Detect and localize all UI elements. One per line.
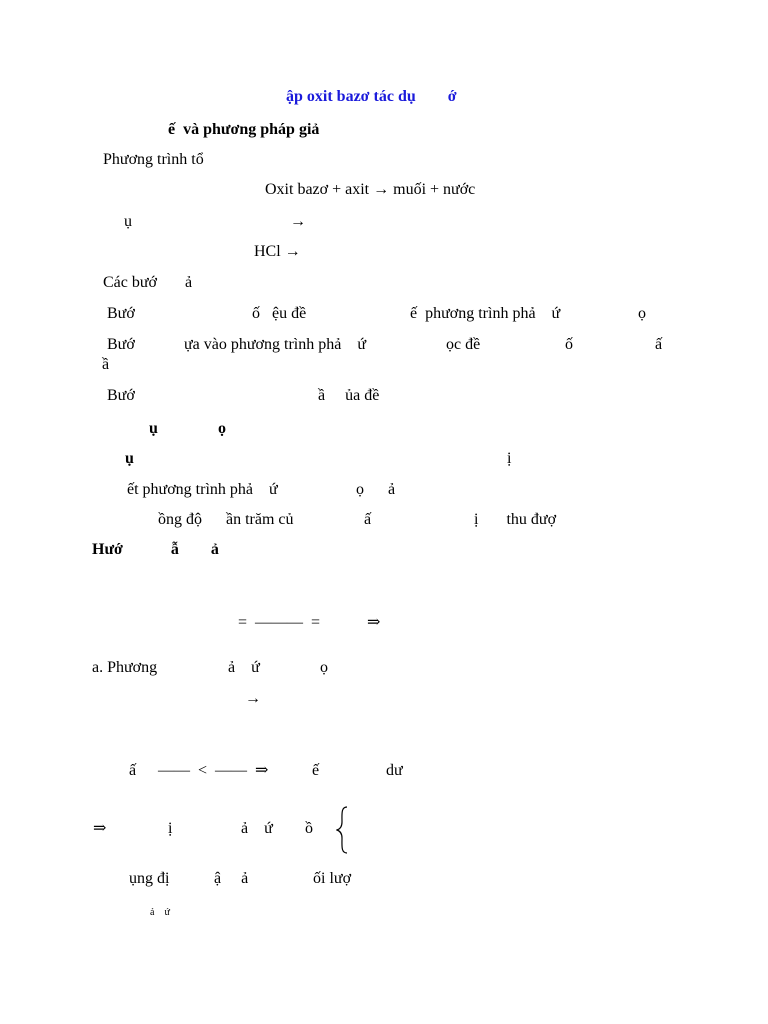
example-1-heading-b: ọ [218, 420, 226, 437]
question-1: ết phương trình phả ứ [127, 481, 278, 498]
step-2-label: Bướ [107, 336, 135, 353]
example-2-mark: ị [507, 450, 512, 467]
question-1-tail: ọ ả [356, 481, 396, 498]
part-a-text-a: ả ứ [228, 659, 260, 676]
part-a-arrow: → [245, 690, 261, 707]
step-1-text-b: ế phương trình phả ứ [410, 305, 561, 322]
general-equation-label: Phương trình tổ [103, 151, 204, 168]
law-text-b: ậ ả [214, 870, 249, 887]
law-text-c: ối lượ [313, 870, 352, 887]
step-2-text-d: ấ [655, 336, 663, 353]
part-a-label: a. Phương [92, 659, 158, 676]
document-title: ập oxit bazơ tác dụ ớ [286, 88, 457, 105]
step-1-label: Bướ [107, 305, 135, 322]
result-text-a: ị [168, 820, 173, 837]
excess-label: dư [386, 762, 403, 779]
question-2-tail: ị thu đượ [474, 511, 557, 528]
general-equation: Oxit bazơ + axit → muối + nước [265, 181, 476, 198]
example-label: ụ [124, 213, 132, 230]
system-brace [336, 806, 350, 859]
compare-label: ấ [129, 762, 137, 779]
step-1-text-a: ố ệu đề [252, 305, 307, 322]
compare-expression: —— < —— ⇒ [158, 762, 269, 779]
hcl-reaction: HCl → [254, 243, 301, 260]
mole-calculation: = ——— = [238, 614, 321, 631]
question-2: ồng độ ần trăm củ [158, 511, 294, 528]
step-3-text: ầ ủa đề [318, 387, 380, 404]
guide-heading: Hướ ẫ ả [92, 541, 219, 558]
step-3-label: Bướ [107, 387, 135, 404]
compare-result: ế [312, 762, 320, 779]
question-2-mid: ấ [364, 511, 372, 528]
left-brace-icon [336, 806, 350, 854]
section-heading: ế và phương pháp giả [168, 121, 320, 138]
example-1-heading-a: ụ [149, 420, 158, 437]
step-2-text-a: ựa vào phương trình phả ứ [184, 336, 366, 353]
implies-symbol-2: ⇒ [93, 820, 107, 837]
implies-symbol: ⇒ [367, 614, 381, 631]
result-text-b: ả ứ [241, 820, 273, 837]
step-2-text-c: ố [565, 336, 573, 353]
result-text-c: ồ [305, 820, 313, 837]
law-text-a: ụng đị [129, 870, 170, 887]
example-2-label: ụ [125, 450, 134, 467]
step-1-text-c: ọ [638, 305, 646, 322]
footnote-text: ả ứ [150, 907, 170, 918]
steps-heading: Các bướ ả [103, 274, 193, 291]
step-2-text-e: ầ [102, 356, 110, 373]
reaction-arrow: → [290, 213, 306, 230]
part-a-text-b: ọ [320, 659, 328, 676]
step-2-text-b: ọc đề [446, 336, 481, 353]
